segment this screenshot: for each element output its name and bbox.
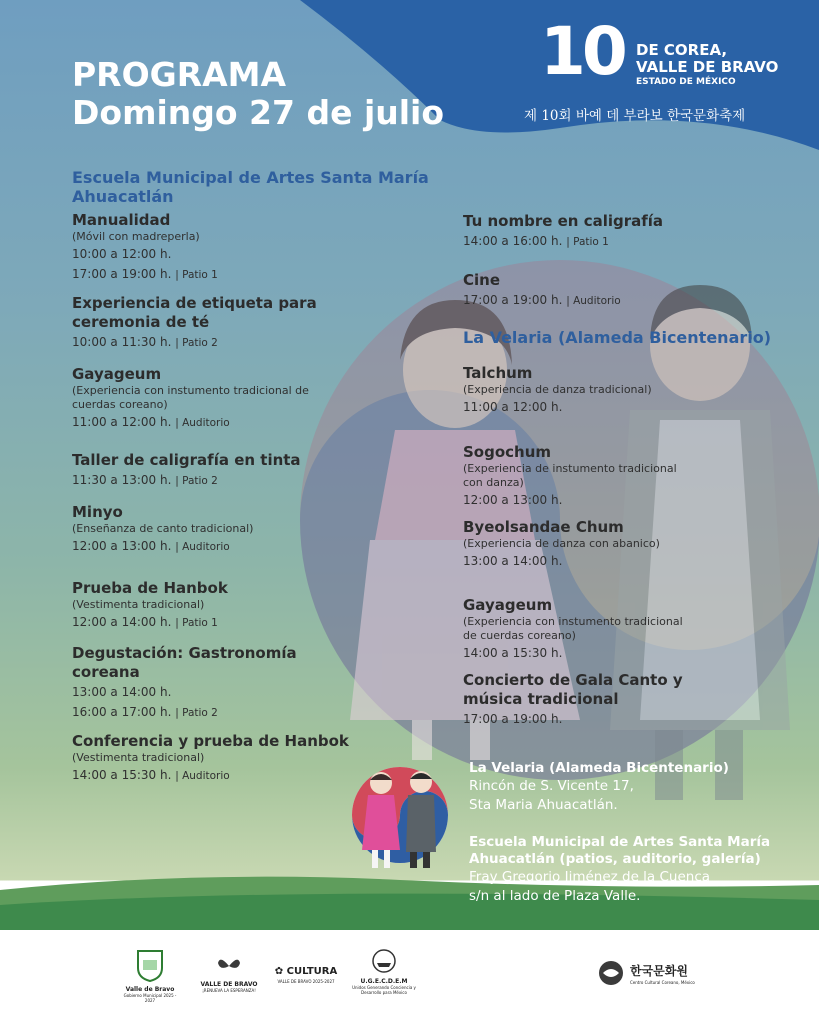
schedule-time: 11:30 a 13:00 h. [72,473,172,487]
program-item-schedule [463,643,693,663]
program-item-title: Manualidad [72,211,171,229]
program-item-title: Concierto de Gala Canto y música tradicional [463,671,683,708]
location-escuela [469,834,799,906]
schedule-place: | Patio 1 [175,269,218,281]
schedule-place: | Patio 1 [175,617,218,629]
program-item-description: (Vestimenta tradicional) [72,751,205,764]
schedule-place: | Patio 2 [175,337,218,349]
program-item-title: Sogochum [463,443,552,461]
program-item-description: (Móvil con madreperla) [72,230,200,243]
program-item [463,212,803,252]
coat-of-arms-icon [135,948,165,982]
schedule-time: 14:00 a 16:00 h. [463,234,563,248]
program-item-schedule [72,536,352,557]
schedule-time: 13:00 a 14:00 h. [72,685,172,699]
schedule-time: 12:00 a 13:00 h. [72,539,172,553]
program-item-title: Gayageum [72,365,162,383]
festival-line-3: ESTADO DE MÉXICO [636,77,736,87]
location-velaria [469,760,809,815]
schedule-place: | Patio 2 [175,707,218,719]
program-item-schedule [463,551,693,571]
schedule-place: | Auditorio [175,770,230,782]
program-item-title: Conferencia y prueba de Hanbok [72,732,349,750]
schedule-time: 11:00 a 12:00 h. [463,400,563,414]
butterfly-icon [216,955,242,977]
program-item [72,579,352,633]
program-item-schedule [463,231,803,252]
program-item-schedule [72,332,352,353]
program-item [72,503,352,557]
location-name: La Velaria (Alameda Bicentenario) [469,760,729,776]
schedule-time: 17:00 a 19:00 h. [463,293,563,307]
schedule-time: 14:00 a 15:30 h. [72,768,172,782]
program-item [72,451,352,491]
program-item-schedule [72,765,352,786]
program-item [72,644,352,723]
program-item-schedule [72,682,352,702]
program-item-title: Prueba de Hanbok [72,579,228,597]
program-item-description: (Experiencia de instumento tradicional con danza) [463,462,677,489]
program-item-title: Cine [463,271,501,289]
program-item-schedule [463,709,693,729]
festival-line-1: DE COREA, [636,41,728,59]
schedule-place: | Auditorio [175,541,230,553]
program-item-title: Tu nombre en caligrafía [463,212,664,230]
program-item [463,671,693,729]
location-name: Escuela Municipal de Artes Santa María Ahuacatlán (patios, auditorio, galería) [469,834,771,867]
valle-de-bravo-gobierno-logo: Valle de Bravo Gobierno Municipal 2025 - 2027 [120,948,180,1003]
program-item-title: Talchum [463,364,533,382]
schedule-place: | Auditorio [175,417,230,429]
schedule-time: 17:00 a 19:00 h. [463,712,563,726]
location-address-2: s/n al lado de Plaza Valle. [469,888,641,904]
program-item-description: (Vestimenta tradicional) [72,598,205,611]
location-address-1: Rincón de S. Vicente 17, [469,778,634,794]
schedule-place: | Patio 1 [566,236,609,248]
program-item-schedule [463,397,693,417]
valle-de-bravo-logo: VALLE DE BRAVO ¡RENUEVA LA ESPERANZA! [196,955,262,993]
program-item-title: Taller de caligrafía en tinta [72,451,301,469]
korean-cultural-center-icon [598,960,624,986]
program-item [72,211,352,285]
title-line-1: PROGRAMA [72,55,287,94]
schedule-time: 10:00 a 11:30 h. [72,335,172,349]
program-item-schedule [72,412,352,433]
schedule-time: 13:00 a 14:00 h. [463,554,563,568]
program-item-schedule [72,702,352,723]
schedule-time: 12:00 a 13:00 h. [463,493,563,507]
ugecdem-emblem-icon [371,948,397,974]
schedule-time: 16:00 a 17:00 h. [72,705,172,719]
program-item-description: (Enseñanza de canto tradicional) [72,522,254,535]
section-title-escuela: Escuela Municipal de Artes Santa María Ahuacatlán [72,168,429,206]
program-item-schedule [463,490,693,510]
program-item [72,365,352,433]
page-title [72,56,444,132]
location-address-1: Fray Gregorio Jiménez de la Cuenca [469,869,711,885]
schedule-time: 10:00 a 12:00 h. [72,247,172,261]
program-item [463,596,693,663]
program-item-title: Minyo [72,503,123,521]
festival-line-2: VALLE DE BRAVO [636,58,779,76]
program-item [463,271,803,311]
program-item [463,443,693,510]
butterfly-icon: ✿ [274,966,284,977]
program-item-schedule [72,244,352,264]
schedule-time: 17:00 a 19:00 h. [72,267,172,281]
schedule-time: 12:00 a 14:00 h. [72,615,172,629]
program-item-schedule [72,612,352,633]
program-item-description: (Experiencia con instumento tradicional de cuerdas coreano) [463,615,683,642]
festival-korean-title: 제 10회 바예 데 부라보 한국문화축제 [524,108,746,124]
program-item-title: Experiencia de etiqueta para ceremonia de té [72,294,317,331]
program-item-description: (Experiencia con instumento tradicional de cuerdas coreano) [72,384,309,411]
schedule-place: | Patio 2 [175,475,218,487]
program-item-schedule [72,264,352,285]
program-item-title: Gayageum [463,596,553,614]
schedule-place: | Auditorio [566,295,621,307]
festival-number: 10 [540,13,624,90]
location-address-2: Sta Maria Ahuacatlán. [469,797,618,813]
schedule-time: 11:00 a 12:00 h. [72,415,172,429]
program-item [463,364,693,417]
festival-badge [524,12,810,132]
title-line-2: Domingo 27 de julio [72,93,445,132]
program-item-schedule [72,470,352,491]
program-item [463,518,693,571]
program-item-schedule [463,290,803,311]
ugecdem-logo: U.G.E.C.D.E.M Unidos Generando Conciencia y Desarrollo para México [352,948,416,995]
program-item-description: (Experiencia de danza tradicional) [463,383,652,396]
program-item [72,294,352,353]
program-item-title: Degustación: Gastronomía coreana [72,644,297,681]
program-item [72,732,352,786]
cultura-wordmark: ✿ CULTURA [274,966,338,977]
program-item-title: Byeolsandae Chum [463,518,624,536]
mini-characters [352,767,448,868]
program-item-description: (Experiencia de danza con abanico) [463,537,660,550]
section-title-velaria: La Velaria (Alameda Bicentenario) [463,328,772,347]
cultura-logo: ✿ CULTURA VALLE DE BRAVO 2025-2027 [268,965,344,984]
schedule-time: 14:00 a 15:30 h. [463,646,563,660]
